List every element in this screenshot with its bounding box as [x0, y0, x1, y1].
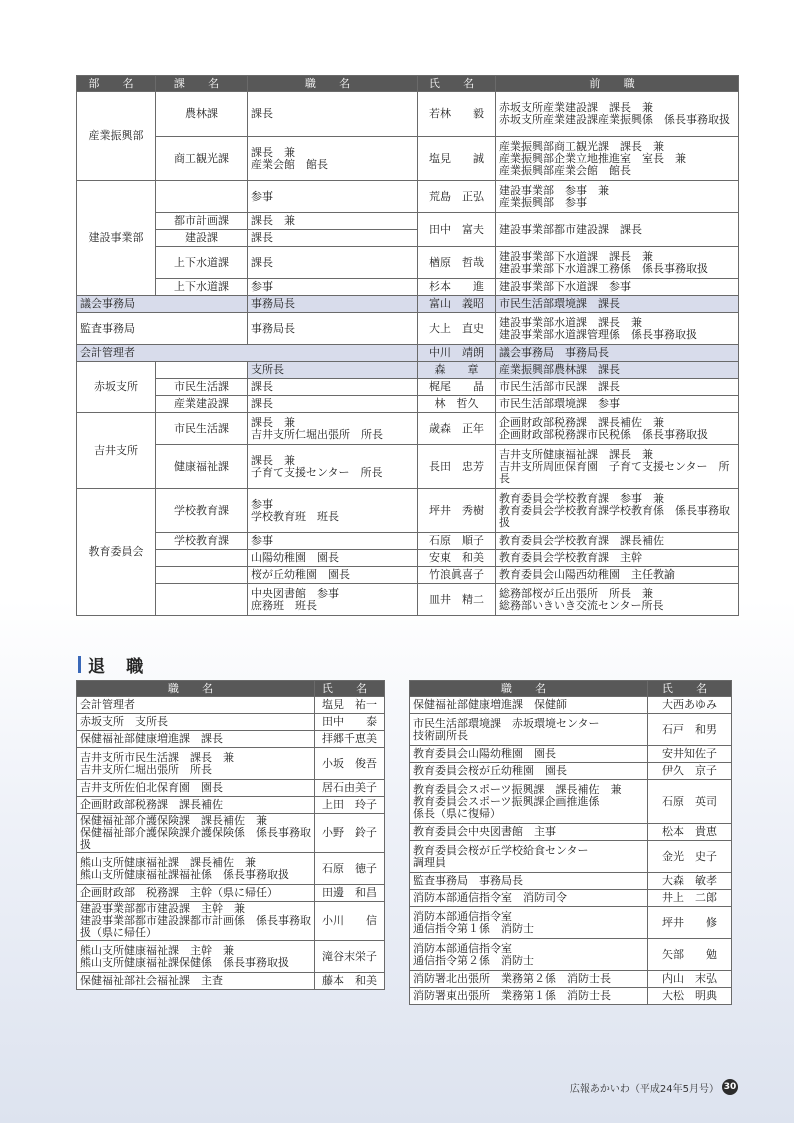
page-footer: [570, 1079, 738, 1095]
retire-name-cell: 松本 貴恵: [648, 824, 732, 841]
dept-cell: 建設事業部: [77, 181, 156, 296]
retire-name-cell: 伊久 京子: [648, 763, 732, 780]
table-row: [77, 748, 385, 780]
retire-post-cell: 教育委員会桜が丘幼稚園 園長: [410, 763, 648, 780]
table-row: [77, 213, 739, 230]
section-cell: 市民生活課: [156, 413, 248, 445]
name-cell: 安東 和美: [418, 550, 496, 567]
table-row: [77, 313, 739, 345]
retire-post-cell: 消防署東出張所 業務第１係 消防士長: [410, 988, 648, 1005]
retire-post-cell: 保健福祉部健康増進課 課長: [77, 731, 315, 748]
header-post: 職 名: [410, 681, 648, 697]
retire-name-cell: 大森 敏孝: [648, 873, 732, 890]
table-row: [77, 797, 385, 814]
header-post: 職 名: [248, 76, 418, 92]
retire-post-cell: 教育委員会桜が丘学校給食センター 調理員: [410, 841, 648, 873]
post-cell: 課長: [248, 247, 418, 279]
section-cell: [156, 181, 248, 213]
post-cell: 事務局長: [248, 313, 418, 345]
previous-post-cell: 市民生活部環境課 課長: [496, 296, 739, 313]
name-cell: 長田 忠芳: [418, 445, 496, 489]
table-row: [410, 873, 732, 890]
retire-name-cell: 安井知佐子: [648, 746, 732, 763]
name-cell: 歳森 正年: [418, 413, 496, 445]
previous-post-cell: 産業振興部農林課 課長: [496, 362, 739, 379]
retire-post-cell: 消防本部通信指令室 消防司令: [410, 890, 648, 907]
table-row: [410, 971, 732, 988]
table-row: [77, 279, 739, 296]
retire-post-cell: 吉井支所佐伯北保育園 園長: [77, 780, 315, 797]
section-cell: 建設課: [156, 230, 248, 247]
retire-post-cell: 赤坂支所 支所長: [77, 714, 315, 731]
section-cell: [156, 362, 248, 379]
table-row: [77, 379, 739, 396]
retire-post-cell: 吉井支所市民生活課 課長 兼 吉井支所仁堀出張所 所長: [77, 748, 315, 780]
retire-name-cell: 井上 二郎: [648, 890, 732, 907]
section-cell: 学校教育課: [156, 489, 248, 533]
post-cell: 山陽幼稚園 園長: [248, 550, 418, 567]
previous-post-cell: 産業振興部商工観光課 課長 兼 産業振興部企業立地推進室 室長 兼 産業振興部産業会館 館長: [496, 137, 739, 181]
name-cell: 竹浪眞喜子: [418, 567, 496, 584]
retire-name-cell: 石原 徳子: [315, 853, 385, 885]
table-row: [410, 841, 732, 873]
retire-post-cell: 企画財政部 税務課 主幹（県に帰任）: [77, 885, 315, 902]
previous-post-cell: 建設事業部 参事 兼 産業振興部 参事: [496, 181, 739, 213]
section-cell: [156, 567, 248, 584]
post-cell: 支所長: [248, 362, 418, 379]
section-cell: 都市計画課: [156, 213, 248, 230]
post-cell: 事務局長: [248, 296, 418, 313]
retire-name-cell: 小坂 俊吾: [315, 748, 385, 780]
post-cell: 参事 学校教育班 班長: [248, 489, 418, 533]
post-cell: 課長: [248, 396, 418, 413]
retire-name-cell: 居石由美子: [315, 780, 385, 797]
previous-post-cell: 総務部桜が丘出張所 所長 兼 総務部いきいき交流センター所長: [496, 584, 739, 616]
retire-post-cell: 消防署北出張所 業務第２係 消防士長: [410, 971, 648, 988]
retire-name-cell: 田中 泰: [315, 714, 385, 731]
table-row: [77, 413, 739, 445]
post-cell: 課長 兼 吉井支所仁堀出張所 所長: [248, 413, 418, 445]
table-row: [410, 824, 732, 841]
previous-post-cell: 市民生活部市民課 課長: [496, 379, 739, 396]
table-row: [77, 489, 739, 533]
table-row: [77, 396, 739, 413]
retire-post-cell: 消防本部通信指令室 通信指令第２係 消防士: [410, 939, 648, 971]
retire-post-cell: 建設事業部都市建設課 主幹 兼 建設事業部都市建設課都市計画係 係長事務取扱（県に帰任）: [77, 902, 315, 941]
previous-post-cell: 建設事業部下水道課 課長 兼 建設事業部下水道課工務係 係長事務取扱: [496, 247, 739, 279]
table-row: [410, 890, 732, 907]
post-cell: 中央図書館 参事 庶務班 班長: [248, 584, 418, 616]
section-cell: [156, 584, 248, 616]
table-header-row: [410, 681, 732, 697]
table-header-row: [77, 76, 739, 92]
header-section: 課 名: [156, 76, 248, 92]
previous-post-cell: 教育委員会山陽西幼稚園 主任教諭: [496, 567, 739, 584]
table-row: [77, 181, 739, 213]
table-row: [77, 345, 739, 362]
name-cell: 塩見 誠: [418, 137, 496, 181]
post-cell: 参事: [248, 279, 418, 296]
table-row: [410, 697, 732, 714]
header-name: 氏 名: [315, 681, 385, 697]
name-cell: 大上 直史: [418, 313, 496, 345]
retire-name-cell: 石戸 和男: [648, 714, 732, 746]
name-cell: 楢原 哲哉: [418, 247, 496, 279]
retirement-heading: [78, 654, 151, 677]
retire-post-cell: 企画財政部税務課 課長補佐: [77, 797, 315, 814]
retirement-title: 退 職: [88, 656, 151, 677]
header-dept: 部 名: [77, 76, 156, 92]
header-post: 職 名: [77, 681, 315, 697]
previous-post-cell: 赤坂支所産業建設課 課長 兼 赤坂支所産業建設課産業振興係 係長事務取扱: [496, 92, 739, 137]
previous-post-cell: 教育委員会学校教育課 課長補佐: [496, 533, 739, 550]
retire-post-cell: 保健福祉部社会福祉課 主査: [77, 973, 315, 990]
name-cell: 杉本 進: [418, 279, 496, 296]
section-cell: [156, 550, 248, 567]
section-cell: 上下水道課: [156, 279, 248, 296]
table-row: [77, 714, 385, 731]
dept-cell: 赤坂支所: [77, 362, 156, 413]
section-cell: 上下水道課: [156, 247, 248, 279]
header-name: 氏 名: [418, 76, 496, 92]
table-row: [77, 550, 739, 567]
retire-post-cell: 保健福祉部介護保険課 課長補佐 兼 保健福祉部介護保険課介護保険係 係長事務取扱: [77, 814, 315, 853]
retire-post-cell: 消防本部通信指令室 通信指令第１係 消防士: [410, 907, 648, 939]
name-cell: 若林 毅: [418, 92, 496, 137]
retire-post-cell: 教育委員会スポーツ振興課 課長補佐 兼 教育委員会スポーツ振興課企画推進係 係長（県に復帰）: [410, 780, 648, 824]
retire-name-cell: 矢部 勉: [648, 939, 732, 971]
table-row: [77, 814, 385, 853]
retire-post-cell: 市民生活部環境課 赤坂環境センター 技術副所長: [410, 714, 648, 746]
retire-post-cell: 熊山支所健康福祉課 主幹 兼 熊山支所健康福祉課保健係 係長事務取扱: [77, 941, 315, 973]
name-cell: 荒島 正弘: [418, 181, 496, 213]
post-cell: 桜が丘幼稚園 園長: [248, 567, 418, 584]
retire-name-cell: 大松 明典: [648, 988, 732, 1005]
retire-name-cell: 塩見 祐一: [315, 697, 385, 714]
name-cell: 梶尾 晶: [418, 379, 496, 396]
dept-cell: 議会事務局: [77, 296, 248, 313]
table-row: [410, 988, 732, 1005]
retire-name-cell: 拝郷千恵美: [315, 731, 385, 748]
section-cell: 市民生活課: [156, 379, 248, 396]
post-cell: 参事: [248, 181, 418, 213]
previous-post-cell: 教育委員会学校教育課 主幹: [496, 550, 739, 567]
name-cell: 皿井 精二: [418, 584, 496, 616]
retirement-table-left: [76, 680, 385, 990]
retire-post-cell: 監査事務局 事務局長: [410, 873, 648, 890]
name-cell: 林 哲久: [418, 396, 496, 413]
table-row: [410, 746, 732, 763]
table-row: [77, 362, 739, 379]
table-row: [77, 533, 739, 550]
publication-name: 広報あかいわ（平成24年5月号）: [569, 1083, 719, 1095]
table-row: [410, 907, 732, 939]
table-row: [77, 296, 739, 313]
table-row: [77, 697, 385, 714]
table-row: [410, 714, 732, 746]
heading-accent-bar: [78, 656, 81, 673]
previous-post-cell: 企画財政部税務課 課長補佐 兼 企画財政部税務課市民税係 係長事務取扱: [496, 413, 739, 445]
header-previous-post: 前 職: [496, 76, 739, 92]
retire-name-cell: 田邊 和昌: [315, 885, 385, 902]
previous-post-cell: 議会事務局 事務局長: [496, 345, 739, 362]
retire-name-cell: 小野 鈴子: [315, 814, 385, 853]
table-row: [77, 973, 385, 990]
name-cell: 森 章: [418, 362, 496, 379]
dept-cell: 会計管理者: [77, 345, 418, 362]
section-cell: 学校教育課: [156, 533, 248, 550]
section-cell: 健康福祉課: [156, 445, 248, 489]
section-cell: 農林課: [156, 92, 248, 137]
section-cell: 商工観光課: [156, 137, 248, 181]
name-cell: 田中 富夫: [418, 213, 496, 247]
retire-post-cell: 熊山支所健康福祉課 課長補佐 兼 熊山支所健康福祉課福祉係 係長事務取扱: [77, 853, 315, 885]
dept-cell: 吉井支所: [77, 413, 156, 489]
name-cell: 中川 靖朗: [418, 345, 496, 362]
table-row: [77, 445, 739, 489]
retirement-table-right: [409, 680, 732, 1005]
table-row: [410, 763, 732, 780]
retire-name-cell: 石原 英司: [648, 780, 732, 824]
page-number: 30: [722, 1079, 738, 1095]
table-row: [77, 247, 739, 279]
name-cell: 石原 順子: [418, 533, 496, 550]
retire-name-cell: 大西あゆみ: [648, 697, 732, 714]
dept-cell: 産業振興部: [77, 92, 156, 181]
name-cell: 坪井 秀樹: [418, 489, 496, 533]
name-cell: 富山 義昭: [418, 296, 496, 313]
previous-post-cell: 市民生活部環境課 参事: [496, 396, 739, 413]
table-header-row: [77, 681, 385, 697]
personnel-table: [76, 75, 739, 616]
table-row: [77, 780, 385, 797]
post-cell: 課長: [248, 379, 418, 396]
section-cell: 産業建設課: [156, 396, 248, 413]
table-row: [410, 780, 732, 824]
previous-post-cell: 教育委員会学校教育課 参事 兼 教育委員会学校教育課学校教育係 係長事務取扱: [496, 489, 739, 533]
retire-name-cell: 藤本 和美: [315, 973, 385, 990]
post-cell: 課長: [248, 230, 418, 247]
table-row: [77, 137, 739, 181]
previous-post-cell: 建設事業部水道課 課長 兼 建設事業部水道課管理係 係長事務取扱: [496, 313, 739, 345]
table-row: [77, 584, 739, 616]
post-cell: 課長: [248, 92, 418, 137]
retire-name-cell: 小川 信: [315, 902, 385, 941]
retire-post-cell: 教育委員会山陽幼稚園 園長: [410, 746, 648, 763]
dept-cell: 教育委員会: [77, 489, 156, 616]
retire-name-cell: 滝谷末栄子: [315, 941, 385, 973]
table-row: [77, 941, 385, 973]
retire-name-cell: 上田 玲子: [315, 797, 385, 814]
table-row: [77, 853, 385, 885]
previous-post-cell: 吉井支所健康福祉課 課長 兼 吉井支所周匝保育園 子育て支援センター 所長: [496, 445, 739, 489]
previous-post-cell: 建設事業部都市建設課 課長: [496, 213, 739, 247]
post-cell: 参事: [248, 533, 418, 550]
retire-post-cell: 教育委員会中央図書館 主事: [410, 824, 648, 841]
previous-post-cell: 建設事業部下水道課 参事: [496, 279, 739, 296]
retire-name-cell: 坪井 修: [648, 907, 732, 939]
post-cell: 課長 兼 子育て支援センター 所長: [248, 445, 418, 489]
retire-name-cell: 金光 史子: [648, 841, 732, 873]
table-row: [410, 939, 732, 971]
table-row: [77, 567, 739, 584]
table-row: [77, 731, 385, 748]
post-cell: 課長 兼 産業会館 館長: [248, 137, 418, 181]
retire-name-cell: 内山 末弘: [648, 971, 732, 988]
table-row: [77, 92, 739, 137]
post-cell: 課長 兼: [248, 213, 418, 230]
table-row: [77, 885, 385, 902]
table-row: [77, 902, 385, 941]
retire-post-cell: 保健福祉部健康増進課 保健師: [410, 697, 648, 714]
header-name: 氏 名: [648, 681, 732, 697]
retire-post-cell: 会計管理者: [77, 697, 315, 714]
dept-cell: 監査事務局: [77, 313, 248, 345]
